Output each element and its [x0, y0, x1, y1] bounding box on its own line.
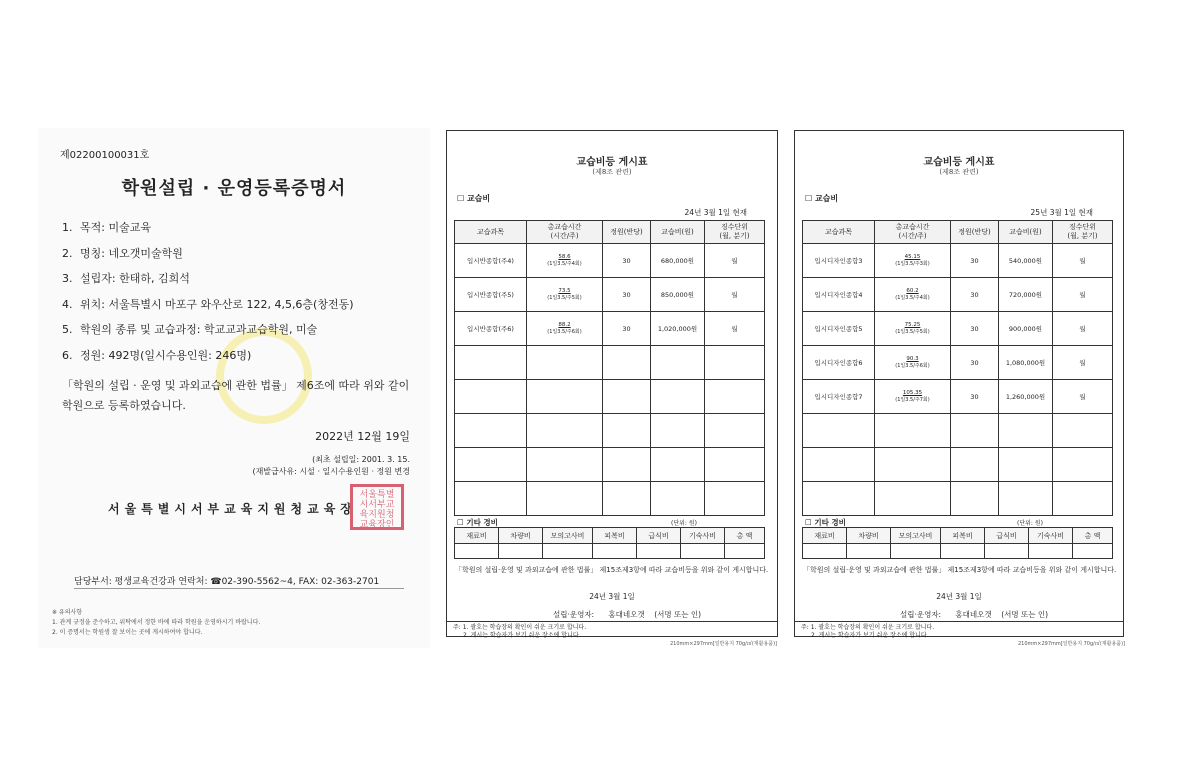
- billing-unit: 월: [1053, 380, 1113, 414]
- certificate-title: 학원설립 · 운영등록증명서: [121, 178, 347, 199]
- certificate-item: 3. 설립자: 한태하, 김희석: [62, 272, 190, 285]
- registration-history: (최초 설립일: 2001. 3. 15. (재발급사유: 시설 · 일시수용인원 · 정원 변경: [252, 455, 410, 476]
- capacity: 30: [603, 278, 651, 312]
- table-header-row: [803, 221, 1113, 244]
- empty-cell: [603, 380, 651, 414]
- document-number: 제02200100031호: [60, 150, 150, 161]
- empty-cell: [1053, 448, 1113, 482]
- sheet-subtitle: (제8조 관련): [592, 168, 632, 176]
- column-header: 모의고사비: [543, 528, 593, 544]
- empty-cell: [803, 482, 875, 516]
- column-header: 재료비: [455, 528, 499, 544]
- empty-cell: [951, 414, 999, 448]
- empty-cell: [725, 544, 765, 559]
- column-header: 징수단위 (월, 분기): [705, 221, 765, 244]
- capacity: 30: [603, 244, 651, 278]
- certificate-item: 4. 위치: 서울특별시 마포구 와우산로 122, 4,5,6층(창전동): [62, 297, 354, 311]
- empty-cell: [603, 346, 651, 380]
- course-name: 입시반종합(주6): [455, 312, 527, 346]
- empty-cell: [705, 346, 765, 380]
- column-header: 차량비: [499, 528, 543, 544]
- billing-unit: 월: [1053, 278, 1113, 312]
- empty-cell: [951, 448, 999, 482]
- table-row-empty: [455, 544, 765, 559]
- table-row: [455, 312, 765, 346]
- empty-cell: [1053, 414, 1113, 448]
- table-header-row: [455, 221, 765, 244]
- empty-cell: [803, 544, 847, 559]
- empty-cell: [651, 414, 705, 448]
- certificate-body: 「학원의 설립 · 운영 및 과외교습에 관한 법률」 제6조에 따라 위와 같이 학원으로 등록하였습니다.: [62, 379, 410, 412]
- table-row: [803, 346, 1113, 380]
- table-row: [803, 312, 1113, 346]
- form-number: 210mm×297mm[일반용지 70g/㎡(재활용품)]: [1018, 641, 1126, 647]
- column-header: 피복비: [593, 528, 637, 544]
- column-header: 총 액: [1073, 528, 1113, 544]
- other-expenses-heading: ☐ 기타 경비: [457, 518, 498, 527]
- issue-date: 2022년 12월 19일: [315, 430, 410, 443]
- course-name: 입시반종합(주4): [455, 244, 527, 278]
- empty-cell: [681, 544, 725, 559]
- empty-cell: [527, 346, 603, 380]
- other-expenses-heading: ☐ 기타 경비: [805, 518, 846, 527]
- unit-label: (단위: 원): [671, 520, 697, 527]
- table-row: [803, 244, 1113, 278]
- empty-cell: [705, 414, 765, 448]
- tuition-section-heading: ☐ 교습비: [457, 194, 491, 203]
- course-name: 입시디자인종합3: [803, 244, 875, 278]
- legal-notice: 「학원의 설립·운영 및 과외교습에 관한 법률」 제15조제3항에 따라 교습비등을 위와 같이 게시합니다.: [455, 566, 769, 574]
- empty-cell: [941, 544, 985, 559]
- tuition-table: [454, 220, 765, 516]
- column-header: 차량비: [847, 528, 891, 544]
- column-header: 총교습시간 (시간/주): [875, 221, 951, 244]
- course-name: 입시반종합(주5): [455, 278, 527, 312]
- tuition-posting-sheet-2025: [794, 130, 1124, 637]
- empty-cell: [651, 448, 705, 482]
- empty-cell: [603, 414, 651, 448]
- certificate-item: 6. 정원: 492명(일시수용인원: 246명): [62, 348, 252, 362]
- table-header-row: [455, 528, 765, 544]
- column-header: 급식비: [985, 528, 1029, 544]
- table-row-empty: [455, 380, 765, 414]
- operator-signature: 설립·운영자: 홍대네오갯 (서명 또는 인): [899, 610, 1049, 619]
- table-row-empty: [455, 414, 765, 448]
- capacity: 30: [951, 312, 999, 346]
- sheet-title: 교습비등 게시표: [923, 157, 995, 168]
- table-row-empty: [803, 544, 1113, 559]
- total-hours: 73.5 (1일3.5/주5회): [527, 278, 603, 312]
- course-name: 입시디자인종합5: [803, 312, 875, 346]
- tuition-fee: 680,000원: [651, 244, 705, 278]
- tuition-fee: 1,020,000원: [651, 312, 705, 346]
- course-name: 입시디자인종합6: [803, 346, 875, 380]
- empty-cell: [499, 544, 543, 559]
- empty-cell: [875, 414, 951, 448]
- billing-unit: 월: [1053, 244, 1113, 278]
- column-header: 교습비(원): [651, 221, 705, 244]
- empty-cell: [705, 380, 765, 414]
- empty-cell: [455, 346, 527, 380]
- empty-cell: [875, 448, 951, 482]
- empty-cell: [999, 482, 1053, 516]
- column-header: 교습비(원): [999, 221, 1053, 244]
- column-header: 교습과목: [803, 221, 875, 244]
- table-row: [803, 380, 1113, 414]
- empty-cell: [455, 544, 499, 559]
- sheet-subtitle: (제8조 관련): [939, 168, 979, 176]
- course-name: 입시디자인종합4: [803, 278, 875, 312]
- total-hours: 88.2 (1일3.5/주6회): [527, 312, 603, 346]
- empty-cell: [999, 414, 1053, 448]
- footnote: 주: 1. 괄호는 학습장의 확인이 쉬운 크기로 합니다. 2. 게시는 학습자가 보기 쉬운 장소에 합니다.: [795, 621, 1123, 642]
- total-hours: 58.6 (1일3.5/주4회): [527, 244, 603, 278]
- table-row-empty: [803, 448, 1113, 482]
- empty-cell: [527, 482, 603, 516]
- total-hours: 60.2 (1일3.5/주4회): [875, 278, 951, 312]
- total-hours: 90.3 (1일3.5/주6회): [875, 346, 951, 380]
- column-header: 모의고사비: [891, 528, 941, 544]
- table-row: [455, 244, 765, 278]
- empty-cell: [455, 414, 527, 448]
- tuition-fee: 540,000원: [999, 244, 1053, 278]
- billing-unit: 월: [705, 312, 765, 346]
- empty-cell: [455, 482, 527, 516]
- empty-cell: [603, 482, 651, 516]
- legal-notice: 「학원의 설립·운영 및 과외교습에 관한 법률」 제15조제3항에 따라 교습비등을 위와 같이 게시합니다.: [803, 566, 1117, 574]
- empty-cell: [847, 544, 891, 559]
- empty-cell: [527, 448, 603, 482]
- capacity: 30: [603, 312, 651, 346]
- column-header: 기숙사비: [681, 528, 725, 544]
- column-header: 총교습시간 (시간/주): [527, 221, 603, 244]
- empty-cell: [999, 448, 1053, 482]
- empty-cell: [705, 448, 765, 482]
- empty-cell: [1073, 544, 1113, 559]
- registration-certificate: [38, 128, 430, 648]
- total-hours: 75.25 (1일3.5/주5회): [875, 312, 951, 346]
- certificate-item: 2. 명칭: 네오갯미술학원: [62, 246, 183, 260]
- certificate-item: 1. 목적: 미술교육: [62, 221, 151, 234]
- empty-cell: [985, 544, 1029, 559]
- capacity: 30: [951, 346, 999, 380]
- certificate-item: 5. 학원의 종류 및 교습과정: 학교교과교습학원, 미술: [62, 323, 318, 336]
- total-hours: 105.35 (1일3.5/주7회): [875, 380, 951, 414]
- other-expenses-table: [454, 527, 765, 559]
- billing-unit: 월: [705, 278, 765, 312]
- column-header: 교습과목: [455, 221, 527, 244]
- issuer-name: 서울특별시서부교육지원청교육장: [108, 502, 357, 516]
- empty-cell: [803, 448, 875, 482]
- notice-section: ※ 유의사항 1. 관계 규정을 준수하고, 위탁에서 정한 바에 따라 학원을 운영하시기 바랍니다. 2. 이 증명서는 학원생 잘 보이는 곳에 게시하여야 합니다.: [52, 609, 261, 636]
- empty-cell: [603, 448, 651, 482]
- posting-date: 24년 3월 1일: [936, 592, 982, 601]
- certificate-items: [62, 220, 354, 373]
- empty-cell: [803, 414, 875, 448]
- footnote: 주: 1. 괄호는 학습장의 확인이 쉬운 크기로 합니다. 2. 게시는 학습자가 보기 쉬운 장소에 합니다.: [447, 621, 777, 642]
- course-name: 입시디자인종합7: [803, 380, 875, 414]
- capacity: 30: [951, 380, 999, 414]
- empty-cell: [527, 414, 603, 448]
- column-header: 정원(반당): [951, 221, 999, 244]
- posting-date: 24년 3월 1일: [589, 592, 635, 601]
- total-hours: 45.15 (1일3.5/주3회): [875, 244, 951, 278]
- table-row-empty: [455, 346, 765, 380]
- empty-cell: [651, 346, 705, 380]
- empty-cell: [455, 448, 527, 482]
- contact-info: 담당부서: 평생교육건강과 연락처: ☎02-390-5562~4, FAX: 02-363-2701: [74, 574, 379, 587]
- tuition-fee: 850,000원: [651, 278, 705, 312]
- tuition-posting-sheet-2024: [446, 130, 778, 637]
- empty-cell: [1053, 482, 1113, 516]
- unit-label: (단위: 원): [1017, 520, 1043, 527]
- empty-cell: [891, 544, 941, 559]
- tuition-section-heading: ☐ 교습비: [805, 194, 839, 203]
- column-header: 피복비: [941, 528, 985, 544]
- empty-cell: [543, 544, 593, 559]
- table-header-row: [803, 528, 1113, 544]
- tuition-fee: 720,000원: [999, 278, 1053, 312]
- billing-unit: 월: [1053, 346, 1113, 380]
- tuition-fee: 900,000원: [999, 312, 1053, 346]
- operator-signature: 설립·운영자: 홍대네오갯 (서명 또는 인): [552, 610, 702, 619]
- empty-cell: [951, 482, 999, 516]
- column-header: 기숙사비: [1029, 528, 1073, 544]
- form-number: 210mm×297mm[일반용지 70g/㎡(재활용품)]: [670, 641, 778, 647]
- tuition-table: [802, 220, 1113, 516]
- billing-unit: 월: [1053, 312, 1113, 346]
- capacity: 30: [951, 244, 999, 278]
- empty-cell: [1029, 544, 1073, 559]
- table-row: [803, 278, 1113, 312]
- other-expenses-table: [802, 527, 1113, 559]
- empty-cell: [593, 544, 637, 559]
- as-of-date: 25년 3월 1일 현재: [1030, 208, 1093, 217]
- tuition-fee: 1,080,000원: [999, 346, 1053, 380]
- tuition-fee: 1,260,000원: [999, 380, 1053, 414]
- column-header: 급식비: [637, 528, 681, 544]
- column-header: 총 액: [725, 528, 765, 544]
- column-header: 정원(반당): [603, 221, 651, 244]
- as-of-date: 24년 3월 1일 현재: [684, 208, 747, 217]
- empty-cell: [651, 482, 705, 516]
- sheet-title: 교습비등 게시표: [576, 157, 648, 168]
- empty-cell: [651, 380, 705, 414]
- capacity: 30: [951, 278, 999, 312]
- column-header: 징수단위 (월, 분기): [1053, 221, 1113, 244]
- empty-cell: [637, 544, 681, 559]
- empty-cell: [705, 482, 765, 516]
- empty-cell: [527, 380, 603, 414]
- table-row-empty: [803, 482, 1113, 516]
- empty-cell: [875, 482, 951, 516]
- official-seal: 서울특별 시서부교 육지원청 교육장인: [350, 484, 404, 530]
- table-row-empty: [455, 448, 765, 482]
- table-row-empty: [803, 414, 1113, 448]
- table-row: [455, 278, 765, 312]
- billing-unit: 월: [705, 244, 765, 278]
- table-row-empty: [455, 482, 765, 516]
- empty-cell: [455, 380, 527, 414]
- column-header: 재료비: [803, 528, 847, 544]
